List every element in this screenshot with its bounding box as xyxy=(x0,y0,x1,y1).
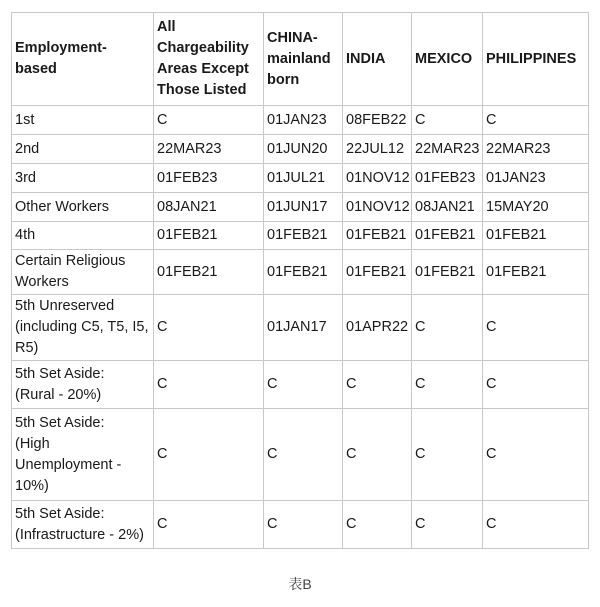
table-row xyxy=(12,135,589,164)
table-cell: 01APR22 xyxy=(343,295,412,361)
table-cell: C xyxy=(154,361,264,409)
table-cell: C xyxy=(264,501,343,549)
table-cell: 01FEB21 xyxy=(412,250,483,295)
table-row xyxy=(12,501,589,549)
table-cell: C xyxy=(483,409,589,501)
header-mexico: MEXICO xyxy=(412,13,483,106)
table-cell: 01JAN17 xyxy=(264,295,343,361)
row-category: Other Workers xyxy=(12,193,154,222)
visa-bulletin-table xyxy=(11,12,589,549)
table-cell: C xyxy=(264,409,343,501)
table-cell: 22JUL12 xyxy=(343,135,412,164)
table-cell: C xyxy=(412,501,483,549)
table-row xyxy=(12,361,589,409)
header-india: INDIA xyxy=(343,13,412,106)
row-category: 5th Set Aside: (Infrastructure - 2%) xyxy=(12,501,154,549)
table-cell: 08JAN21 xyxy=(412,193,483,222)
table-cell: 08FEB22 xyxy=(343,106,412,135)
table-cell: 22MAR23 xyxy=(483,135,589,164)
table-cell: 01NOV12 xyxy=(343,164,412,193)
table-cell: C xyxy=(483,501,589,549)
table-cell: 22MAR23 xyxy=(412,135,483,164)
table-cell: C xyxy=(483,361,589,409)
table-cell: 01FEB21 xyxy=(154,222,264,250)
table-cell: 22MAR23 xyxy=(154,135,264,164)
table-cell: 08JAN21 xyxy=(154,193,264,222)
table-cell: C xyxy=(154,409,264,501)
table-cell: 01JUL21 xyxy=(264,164,343,193)
table-cell: 01FEB21 xyxy=(412,222,483,250)
table-cell: 01NOV12 xyxy=(343,193,412,222)
table-cell: 01JAN23 xyxy=(483,164,589,193)
table-cell: 01JAN23 xyxy=(264,106,343,135)
header-all-chargeability: All Chargeability Areas Except Those Listed xyxy=(154,13,264,106)
table-row xyxy=(12,409,589,501)
header-philippines: PHILIPPINES xyxy=(483,13,589,106)
table-cell: C xyxy=(343,361,412,409)
row-category: 1st xyxy=(12,106,154,135)
table-row xyxy=(12,193,589,222)
row-category: 5th Set Aside: (High Unemployment - 10%) xyxy=(12,409,154,501)
row-category: Certain Religious Workers xyxy=(12,250,154,295)
table-cell: C xyxy=(264,361,343,409)
header-row xyxy=(12,13,589,106)
table-cell: 01FEB21 xyxy=(483,250,589,295)
table-cell: C xyxy=(412,409,483,501)
table-cell: C xyxy=(412,106,483,135)
table-row xyxy=(12,164,589,193)
table-caption: 表B xyxy=(288,576,312,592)
table-cell: C xyxy=(154,295,264,361)
row-category: 5th Unreserved (including C5, T5, I5, R5) xyxy=(12,295,154,361)
table-cell: C xyxy=(412,295,483,361)
table-cell: 01FEB21 xyxy=(483,222,589,250)
table-cell: 01FEB23 xyxy=(154,164,264,193)
table-cell: C xyxy=(154,501,264,549)
table-cell: 15MAY20 xyxy=(483,193,589,222)
header-category: Employment- based xyxy=(12,13,154,106)
table-cell: C xyxy=(483,106,589,135)
table-cell: C xyxy=(483,295,589,361)
table-row xyxy=(12,250,589,295)
row-category: 4th xyxy=(12,222,154,250)
header-china: CHINA- mainland born xyxy=(264,13,343,106)
table-row xyxy=(12,106,589,135)
table-cell: C xyxy=(412,361,483,409)
table-cell: C xyxy=(343,409,412,501)
row-category: 2nd xyxy=(12,135,154,164)
table-cell: 01JUN17 xyxy=(264,193,343,222)
table-cell: 01FEB21 xyxy=(343,222,412,250)
table-cell: C xyxy=(154,106,264,135)
row-category: 3rd xyxy=(12,164,154,193)
table-cell: 01FEB21 xyxy=(264,250,343,295)
table-cell: 01FEB21 xyxy=(154,250,264,295)
table-cell: 01JUN20 xyxy=(264,135,343,164)
table-cell: C xyxy=(343,501,412,549)
table-row xyxy=(12,222,589,250)
table-cell: 01FEB21 xyxy=(264,222,343,250)
table-cell: 01FEB23 xyxy=(412,164,483,193)
table-cell: 01FEB21 xyxy=(343,250,412,295)
row-category: 5th Set Aside: (Rural - 20%) xyxy=(12,361,154,409)
table-row xyxy=(12,295,589,361)
